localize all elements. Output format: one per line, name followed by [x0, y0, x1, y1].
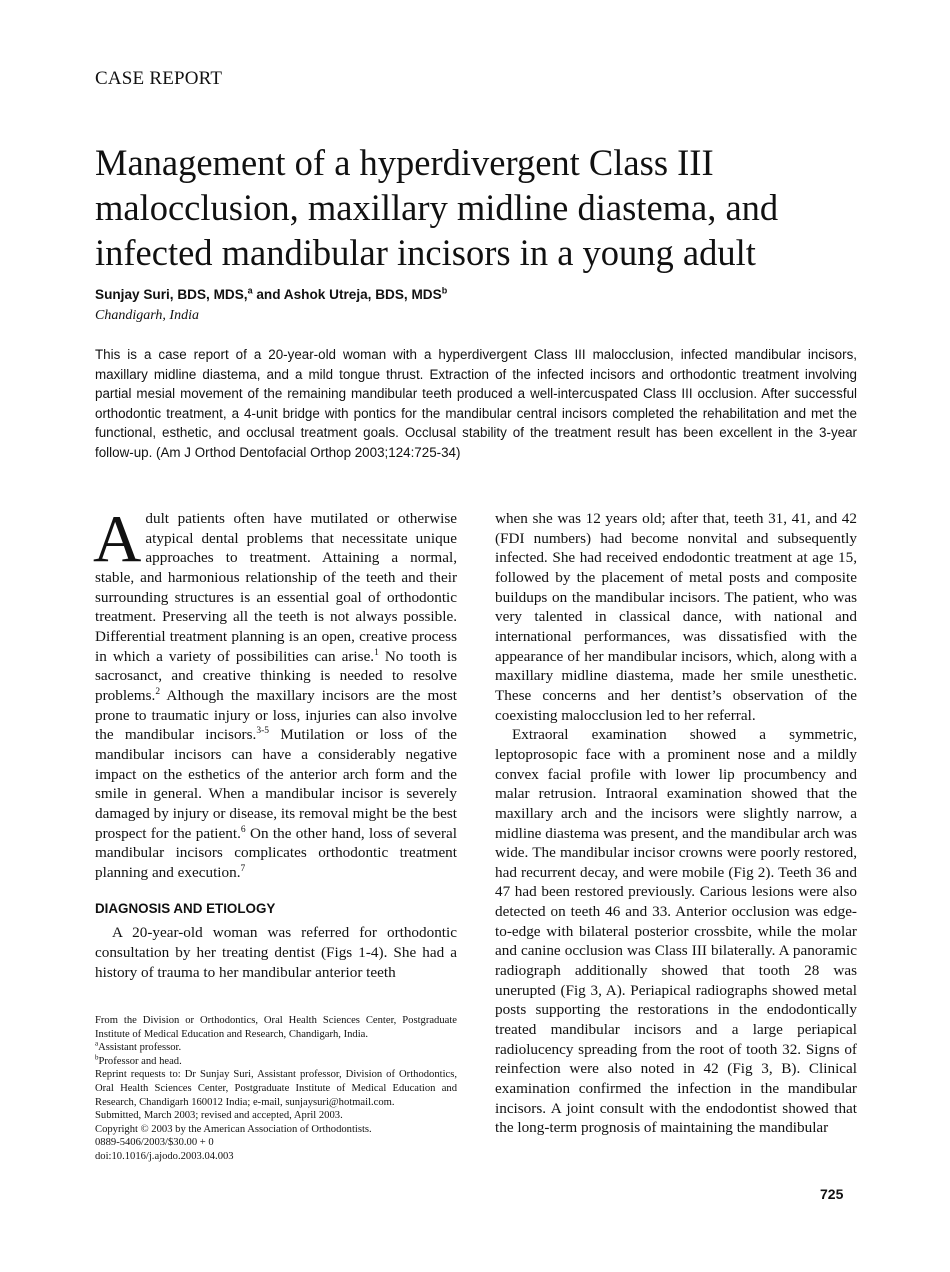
text: No tooth is sacrosanct, and creative thinking is needed to resolve problems.	[95, 647, 457, 704]
text: dult patients often have mutilated or otherwise atypical dental problems that necessitate unique approaches to treatment. Attaining a normal, stable, and harmonious relationship of the teeth and their surrounding structures is an essential goal of orthodontic treatment. Preserving all the teeth is not always possible. Differential treatment planning is an open, creative process in which a variety of possibilities can arise.	[95, 510, 457, 665]
drop-cap: A	[93, 502, 142, 576]
paragraph: Extraoral examination showed a symmetric, leptoprosopic face with a prominent nose and a mildly convex facial profile with lower lip procumbency and malar retrusion. Intraoral examination showed that the maxillary arch and the incisors were slightly narrow, a midline diastema was present, and the mandibular arch was wide. The mandibular incisor crowns were poorly restored, had recurrent decay, and were mobile (Fig 2). Teeth 36 and 47 had been restored previously. Carious lesions were also detected on teeth 46 and 33. Anterior occlusion was edge-to-edge with bilateral posterior crossbite, while the molar and canine occlusion was Class III bilaterally. A panoramic radiograph additionally showed that tooth 28 was unerupted (Fig 3, A). Periapical radiographs showed metal posts supporting the restorations in the endodontically treated mandibular incisors and a large periapical radiolucency spreading from the root of tooth 32. Signs of reinfection were also noted in 42 (Fig 3, B). Clinical examination confirmed the infection in the mandibular incisors. A joint consult with the endodontist showed that the long-term prognosis of maintaining the mandibular	[495, 726, 857, 1137]
ref: 7	[240, 863, 246, 874]
intro-paragraph	[93, 502, 457, 882]
author-2: and Ashok Utreja, BDS, MDS	[252, 287, 442, 302]
ref: 3-5	[256, 726, 269, 737]
text: Mutilation or loss of the mandibular incisors can have a considerably negative impact on the esthetics of the anterior arch form and the smile in general. When a mandibular incisor is severely damaged by injury or disease, its removal might be the best prospect for the patient.	[95, 726, 457, 842]
article-title: Management of a hyperdivergent Class III malocclusion, maxillary midline diastema, and infected mandibular incisors in a young adult	[95, 142, 779, 273]
text: Assistant professor.	[98, 1042, 182, 1054]
author-2-affil: b	[441, 285, 448, 296]
text: Although the maxillary incisors are the most prone to traumatic injury or loss, injuries can also involve the mandibular incisors.	[95, 686, 457, 744]
text: On the other hand, loss of several mandibular incisors complicates orthodontic treatment planning and execution.	[95, 824, 457, 881]
page-number: 725	[820, 1186, 844, 1202]
author-1: Sunjay Suri, BDS, MDS,	[95, 287, 248, 302]
section-label: CASE REPORT	[95, 68, 223, 89]
right-column	[495, 509, 857, 1138]
footnote-mark: b	[95, 1053, 99, 1062]
footnote: Submitted, March 2003; revised and accepted, April 2003.	[95, 1110, 343, 1122]
text: Professor and head.	[98, 1055, 182, 1067]
footnote: Reprint requests to: Dr Sunjay Suri, Assistant professor, Division of Orthodontics, Oral Health Sciences Center, Postgraduate Institute of Medical Education and Research, Chandigarh 160012 India; e-mail, sunjaysuri@hotmail.com.	[95, 1069, 457, 1108]
footnote: doi:10.1016/j.ajodo.2003.04.003	[95, 1150, 234, 1162]
footnote	[95, 1055, 457, 1069]
footnote: 0889-5406/2003/$30.00 + 0	[95, 1137, 214, 1149]
left-column	[93, 502, 457, 982]
paragraph: A 20-year-old woman was referred for orthodontic consultation by her treating dentist (Figs 1-4). She had a history of trauma to her mandibular anterior teeth	[95, 924, 457, 981]
authors	[95, 287, 447, 302]
abstract: This is a case report of a 20-year-old woman with a hyperdivergent Class III malocclusion, infected mandibular incisors, maxillary midline diastema, and a mild tongue thrust. Extraction of the infected incisors and orthodontic treatment involving partial mesial movement of the remaining mandibular teeth produced a well-intercuspated Class III occlusion. After successful orthodontic treatment, a 4-unit bridge with pontics for the mandibular central incisors completed the rehabilitation and met the functional, esthetic, and occlusal treatment goals. Occlusal stability of the treatment result has been excellent in the 3-year follow-up. (Am J Orthod Dentofacial Orthop 2003;124:725-34)	[95, 347, 857, 460]
footnote-mark: a	[95, 1039, 99, 1048]
footnote: Copyright © 2003 by the American Association of Orthodontists.	[95, 1123, 372, 1135]
ref: 1	[374, 647, 379, 658]
footnotes	[95, 1014, 457, 1164]
paragraph: when she was 12 years old; after that, teeth 31, 41, and 42 (FDI numbers) had become nonvital and subsequently infected. She had received endodontic treatment at age 15, followed by the placement of metal posts and composite buildups on the mandibular incisors. The patient, who was very talented in classical dance, with national and international performances, was dissatisfied with the appearance of her mandibular incisors, which, along with a maxillary midline diastema, made her smile unesthetic. These concerns and her dentist’s observation of the coexisting malocclusion led to her referral.	[495, 510, 857, 724]
author-location: Chandigarh, India	[95, 308, 199, 323]
ref: 6	[240, 824, 246, 835]
author-1-affil: a	[247, 285, 253, 296]
ref: 2	[155, 686, 161, 697]
footnote	[95, 1041, 457, 1055]
footnote: From the Division or Orthodontics, Oral Health Sciences Center, Postgraduate Institute of Medical Education and Research, Chandigarh, India.	[95, 1015, 457, 1040]
section-heading: DIAGNOSIS AND ETIOLOGY	[95, 901, 276, 917]
